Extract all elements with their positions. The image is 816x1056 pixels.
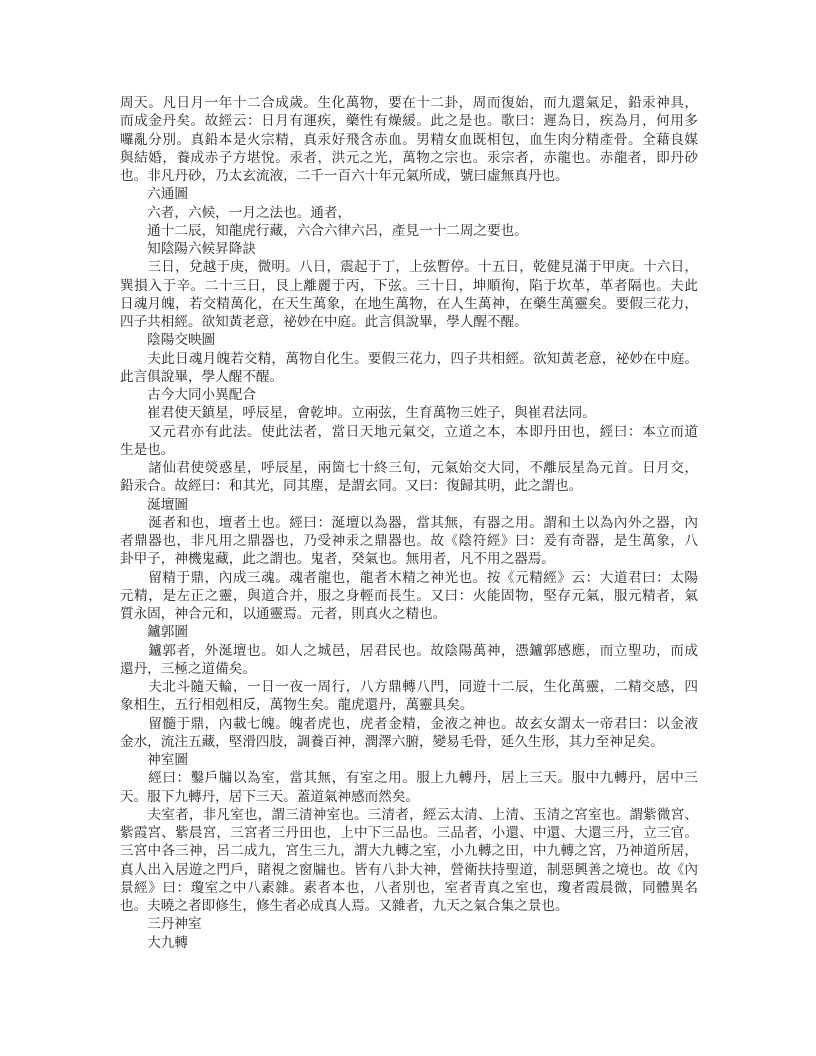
text-line: 象相生，五行相剋相反，萬物生矣。龍虎還丹，萬靈具矣。 — [120, 697, 474, 713]
text-line: 者鼎器也，非凡用之鼎器也，乃受神汞之鼎器也。故《陰符經》曰：爰有奇器，是生萬象，八 — [120, 533, 698, 548]
text-line: 留精于鼎，內成三魂。魂者龍也，龍者木精之神光也。按《元精經》云：大道君曰：太陽 — [120, 569, 698, 585]
text-line: 也。非凡丹砂，乃太玄流液，二千一百六十年元氣所成，號曰虛無真丹也。 — [120, 168, 569, 183]
text-line: 古今大同小異配合 — [120, 387, 256, 402]
text-line: 陰陽交映圖 — [120, 332, 216, 348]
text-line: 三丹神室 — [120, 916, 202, 932]
text-line: 三日，兌越于庚，微明。八日，震起于丁，上弦暫停。十五日，乾健見滿于甲庚。十六日， — [120, 259, 698, 275]
text-line: 與結婚，養成赤子方堪悅。汞者，洪元之光，萬物之宗也。汞宗者，赤龍也。赤龍者，即丹砂 — [120, 149, 698, 165]
text-line: 諸仙君使熒惑星，呼辰星，兩箇七十終三旬，元氣始交大同，不離辰星為元首。日月交， — [120, 460, 698, 475]
text-line: 金水，流注五藏，堅滑四肢，調養百神，潤澤六腑，變易毛骨，延久生形，其力至神足矣。 — [120, 733, 664, 749]
text-line: 景經》曰：瓊室之中八素雜。素者本也，八者別也，室者青真之室也，瓊者霞晨微，同體異名 — [120, 879, 698, 895]
text-line: 夫北斗隨天輪，一日一夜一周行，八方鼎轉八門，同遊十二辰，生化萬靈，二精交感，四 — [120, 679, 698, 694]
text-line: 鉛汞合。故經曰：和其光，同其塵，是謂玄同。又曰：復歸其明，此之謂也。 — [120, 478, 583, 494]
text-line: 生是也。 — [120, 441, 175, 457]
text-line: 日魂月魄，若交精萬化，在天生萬象，在地生萬物，在人生萬神，在藥生萬靈矣。要假三花力， — [120, 295, 698, 311]
text-line: 三宮中各三神，呂二成九，宮生三九，謂大九轉之室，小九轉之田，中九轉之宮，乃神道所居， — [120, 843, 698, 859]
text-line: 巽損入于辛。二十三日，艮上離麗于丙，下弦。三十日，坤順徇，陷于坎革，革者隔也。夫此 — [120, 277, 698, 293]
text-line: 通十二辰，知龍虎行藏，六合六律六呂，產見一十二周之要也。 — [120, 222, 528, 238]
text-line: 鑪郭者，外涎壇也。如人之城邑，居君民也。故陰陽萬神，憑鑪郭感應，而立聖功，而成 — [120, 642, 698, 658]
text-line: 此言俱說畢，學人醒不醒。 — [120, 368, 284, 384]
text-line: 天。服下九轉丹，居下三天。蓋道氣神感而然矣。 — [120, 788, 420, 804]
text-line: 紫霞宮、紫晨宮，三宮者三丹田也，上中下三品也。三品者，小還、中還、大還三丹，立三官。 — [120, 825, 698, 840]
text-line: 四子共相經。欲知黃老意，祕妙在中庭。此言俱說畢，學人醒不醒。 — [120, 314, 528, 329]
text-line: 還丹，三極之道備矣。 — [120, 660, 256, 676]
text-line: 而成金丹矣。故經云：日月有運疾，藥性有燥緩。此之是也。歌曰：遲為日，疾為月，何用多 — [120, 113, 698, 129]
text-line: 又元君亦有此法。使此法者，當日天地元氣交，立道之本，本即丹田也，經曰：本立而道 — [120, 423, 698, 439]
text-line: 崔君使天鎮星，呼辰星，會乾坤。立兩弦，生育萬物三姓子，與崔君法同。 — [120, 405, 596, 421]
text-line: 大九轉 — [120, 934, 188, 950]
text-line: 真人出入居遊之門戶，睹視之窗牖也。皆有八卦大神，營衛扶持聖道，制惡興善之境也。故《內 — [120, 861, 698, 877]
text-line: 質永固，神合元和，以通靈焉。元者，則真火之精也。 — [120, 606, 447, 621]
text-line: 經曰：鑿戶牖以為室，當其無，有室之用。服上九轉丹，居上三天。服中九轉丹，居中三 — [120, 770, 698, 786]
text-line: 夫室者，非凡室也，謂三清神室也。三清者，經云太清、上清、玉清之宮室也。謂紫微宮、 — [120, 806, 698, 822]
text-line: 六者，六候，一月之法也。通者， — [120, 204, 352, 220]
text-line: 元精，是左正之靈，與道合并，服之身輕而長生。又曰：火能固物，堅存元氣，服元精者，氣 — [120, 587, 698, 603]
text-line: 夫此日魂月魄若交精，萬物自化生。要假三花力，四子共相經。欲知黃老意，祕妙在中庭。 — [120, 350, 698, 366]
text-line: 神室圖 — [120, 752, 188, 767]
text-line: 六通圖 — [120, 186, 188, 202]
text-line: 鑪郭圖 — [120, 624, 188, 640]
text-line: 周天。凡日月一年十二合成歲。生化萬物，要在十二卦，周而復始，而九還氣足，鉛汞神具， — [120, 95, 698, 110]
text-line: 涎壇圖 — [120, 496, 188, 512]
text-line: 也。夫曉之者即修生，修生者必成真人焉。又雜者，九天之氣合集之景也。 — [120, 898, 569, 913]
document-text-block — [120, 94, 698, 952]
text-line: 涎者和也，壇者土也。經曰：涎壇以為器，當其無，有器之用。謂和土以為內外之器，內 — [120, 514, 698, 530]
text-line: 卦甲子，神機鬼藏，此之謂也。鬼者，癸氣也。無用者，凡不用之器焉。 — [120, 551, 555, 567]
text-line: 囉亂分別。真鉛本是火宗精，真汞好飛含赤血。男精女血既相包，血生肉分精產骨。全藉良媒 — [120, 131, 698, 147]
text-line: 留髓于鼎，內載七魄。魄者虎也，虎者金精，金液之神也。故玄女謂太一帝君曰：以金液 — [120, 715, 698, 731]
text-line: 知陰陽六候昇降訣 — [120, 241, 256, 256]
